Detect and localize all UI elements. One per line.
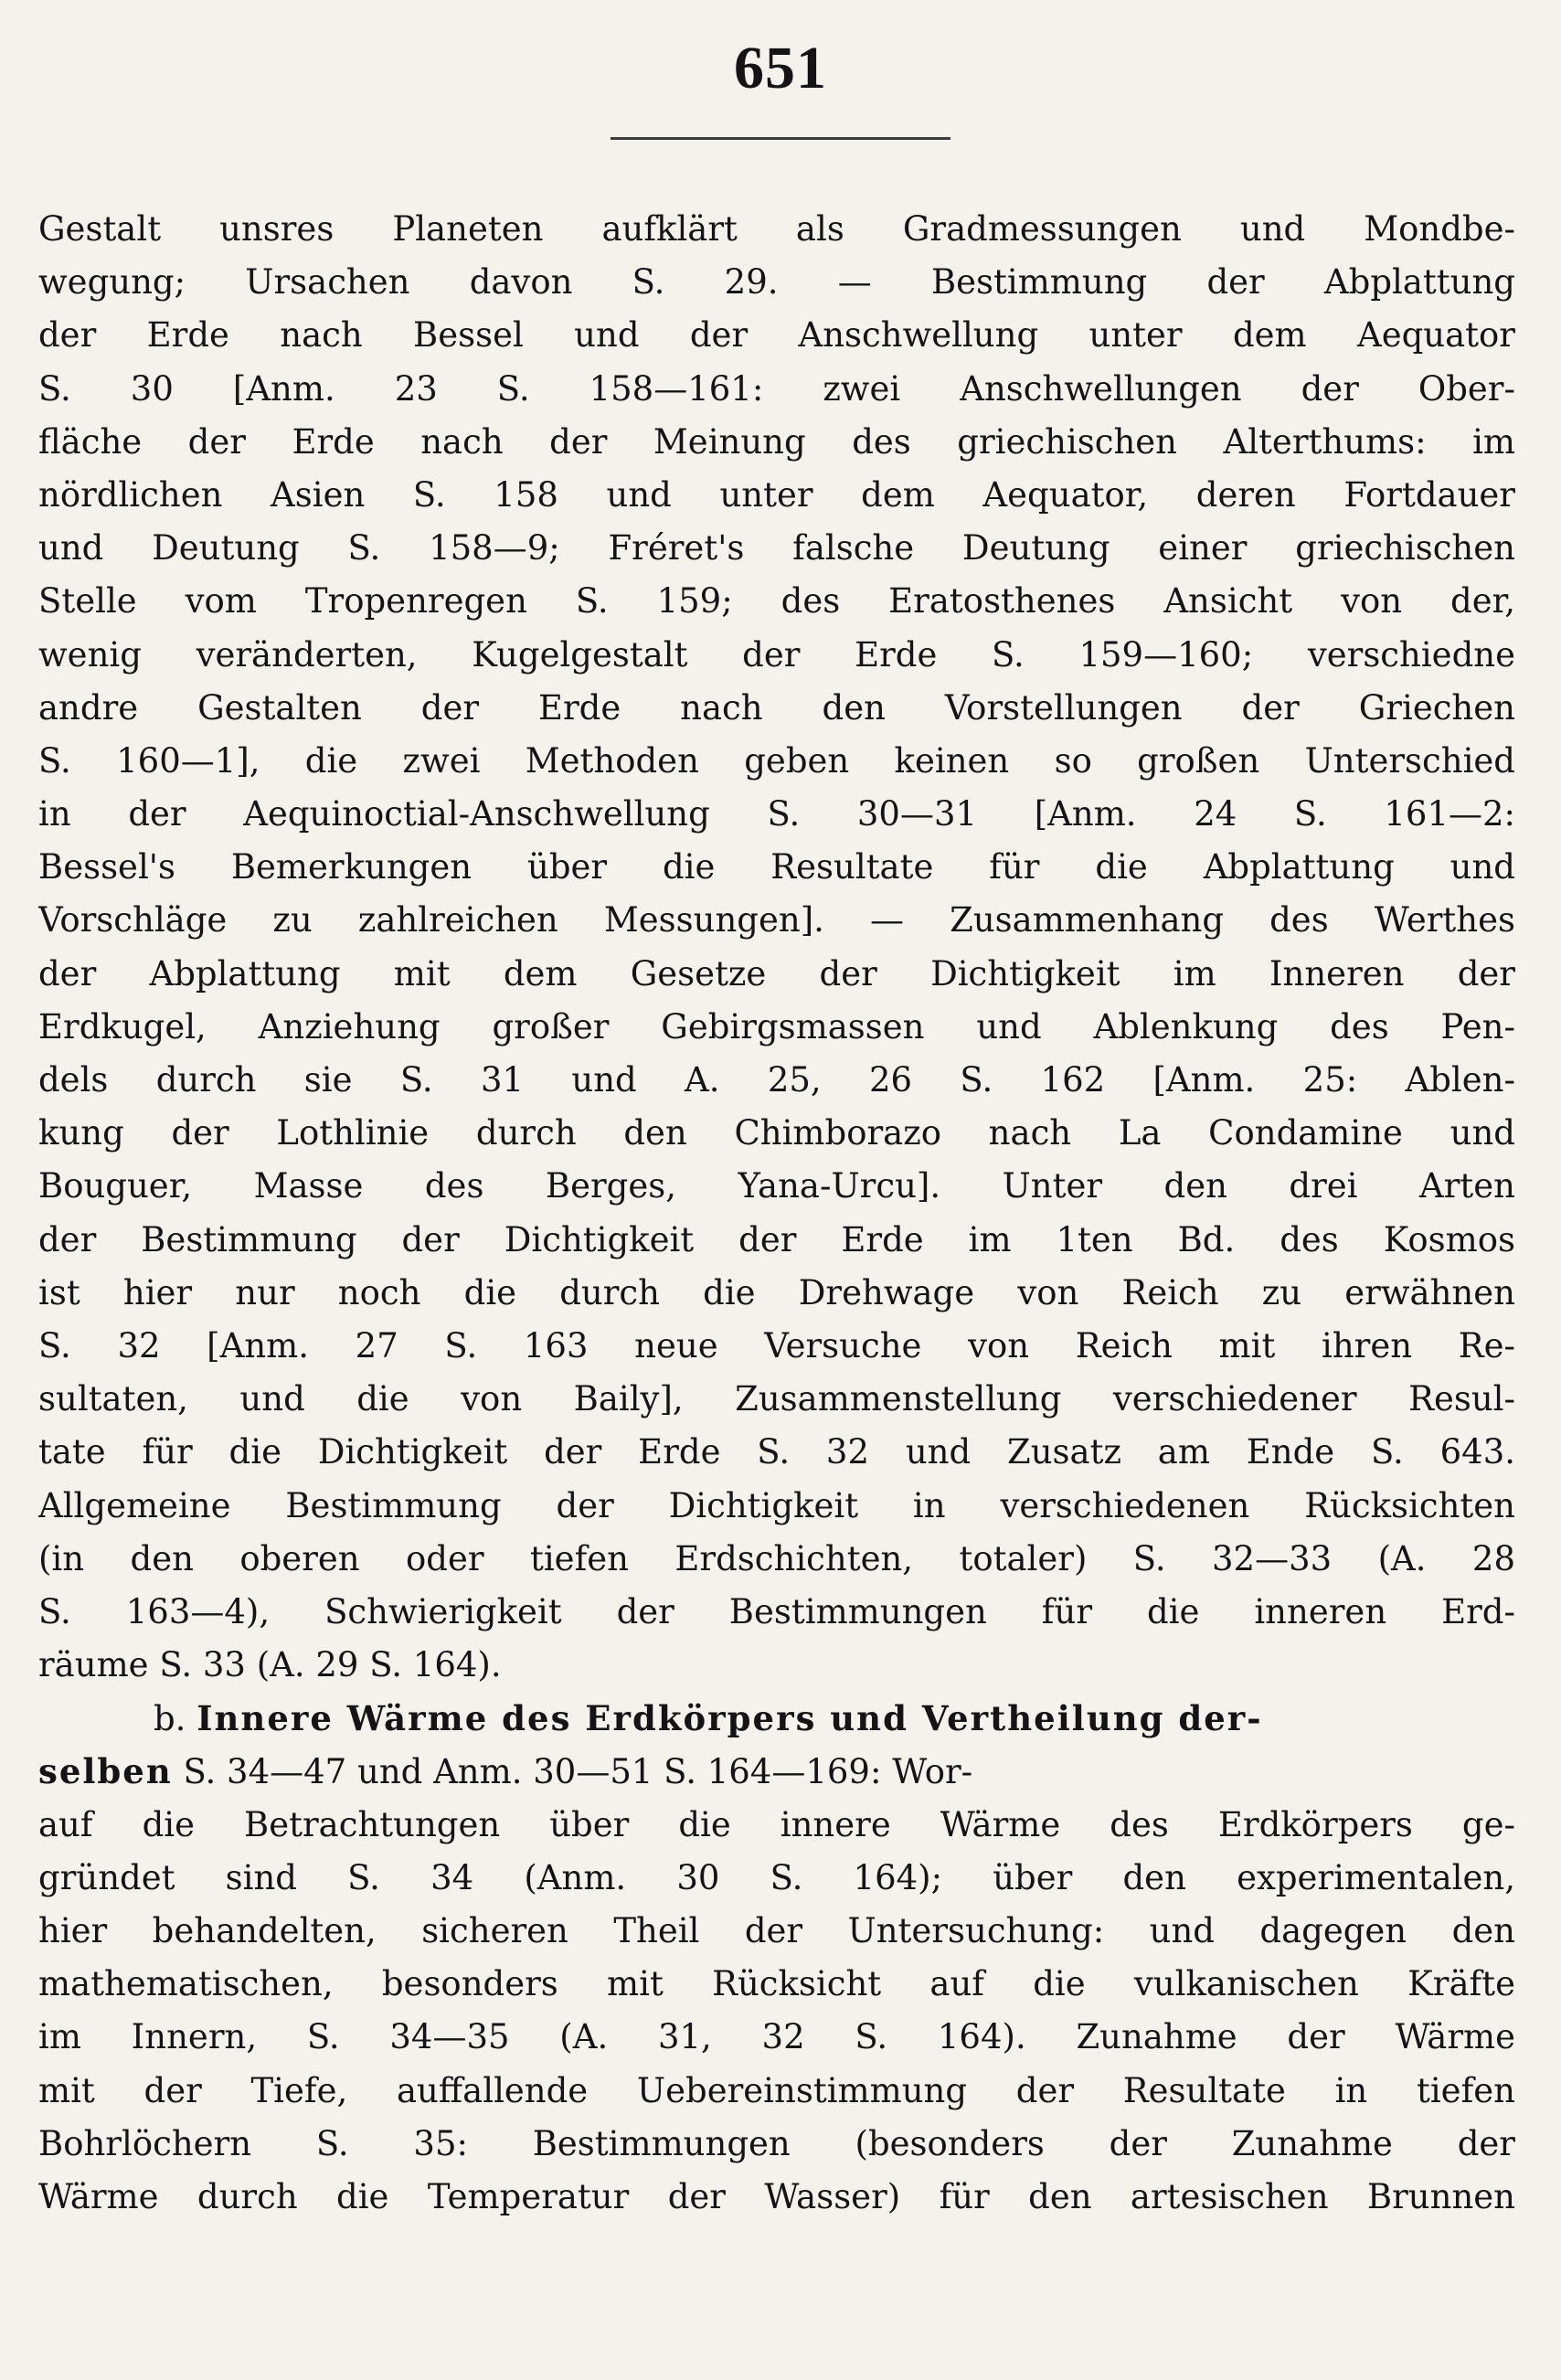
text-line: der Abplattung mit dem Gesetze der Dichtigkeit im Inneren der xyxy=(38,953,1515,993)
text-line: wegung; Ursachen davon S. 29. — Bestimmung der Abplattung xyxy=(38,262,1515,303)
text-line: kung der Lothlinie durch den Chimborazo nach La Condamine und xyxy=(38,1113,1515,1153)
text-line: ist hier nur noch die durch die Drehwage von Reich zu erwähnen xyxy=(38,1272,1515,1312)
section-prefix: b. xyxy=(154,1699,197,1739)
body-text xyxy=(38,203,1515,2224)
section-heading-continued: selben xyxy=(38,1751,173,1792)
text-line: der Bestimmung der Dichtigkeit der Erde im 1ten Bd. des Kosmos xyxy=(38,1219,1515,1259)
text-line: sultaten, und die von Baily], Zusammenstellung verschiedener Resul- xyxy=(38,1379,1515,1419)
header-rule xyxy=(611,137,950,140)
paragraph xyxy=(38,203,1515,1692)
text-line xyxy=(38,1745,1515,1798)
text-line: (in den oberen oder tiefen Erdschichten, totaler) S. 32—33 (A. 28 xyxy=(38,1538,1515,1578)
text-line: in der Aequinoctial-Anschwellung S. 30—31 [Anm. 24 S. 161—2: xyxy=(38,794,1515,834)
text-line: wenig veränderten, Kugelgestalt der Erde S. 159—160; verschiedne xyxy=(38,634,1515,675)
text-line: Gestalt unsres Planeten aufklärt als Gradmessungen und Mondbe- xyxy=(38,209,1515,249)
text-line: räume S. 33 (A. 29 S. 164). xyxy=(38,1645,502,1685)
text-line: Bessel's Bemerkungen über die Resultate für die Abplattung und xyxy=(38,847,1515,887)
text-line: im Innern, S. 34—35 (A. 31, 32 S. 164). Zunahme der Wärme xyxy=(38,2017,1515,2057)
text-line: und Deutung S. 158—9; Fréret's falsche Deutung einer griechischen xyxy=(38,528,1515,568)
text-line: fläche der Erde nach der Meinung des griechischen Alterthums: im xyxy=(38,421,1515,462)
text-line: der Erde nach Bessel und der Anschwellung unter dem Aequator xyxy=(38,315,1515,356)
text-line: S. 163—4), Schwierigkeit der Bestimmungen für die inneren Erd- xyxy=(38,1591,1515,1631)
section-heading-line xyxy=(38,1692,1515,1745)
text-line: Erdkugel, Anziehung großer Gebirgsmassen und Ablenkung des Pen- xyxy=(38,1006,1515,1047)
text-line: mathematischen, besonders mit Rücksicht auf die vulkanischen Kräfte xyxy=(38,1964,1515,2004)
text-line: Allgemeine Bestimmung der Dichtigkeit in verschiedenen Rücksichten xyxy=(38,1485,1515,1525)
text-line: Vorschläge zu zahlreichen Messungen]. — Zusammenhang des Werthes xyxy=(38,900,1515,940)
text-line: tate für die Dichtigkeit der Erde S. 32 und Zusatz am Ende S. 643. xyxy=(38,1432,1515,1472)
text-line: S. 32 [Anm. 27 S. 163 neue Versuche von Reich mit ihren Re- xyxy=(38,1325,1515,1365)
paragraph-section-b xyxy=(38,1692,1515,2224)
text-line: Stelle vom Tropenregen S. 159; des Eratosthenes Ansicht von der, xyxy=(38,581,1515,622)
text-line: auf die Betrachtungen über die innere Wärme des Erdkörpers ge- xyxy=(38,1804,1515,1844)
text-line: mit der Tiefe, auffallende Uebereinstimmung der Resultate in tiefen xyxy=(38,2070,1515,2110)
text-line: Bohrlöchern S. 35: Bestimmungen (besonders der Zunahme der xyxy=(38,2123,1515,2163)
text-line: S. 30 [Anm. 23 S. 158—161: zwei Anschwellungen der Ober- xyxy=(38,368,1515,409)
text-line: S. 160—1], die zwei Methoden geben keinen so großen Unterschied xyxy=(38,740,1515,781)
text-line: gründet sind S. 34 (Anm. 30 S. 164); über den experimentalen, xyxy=(38,1857,1515,1897)
section-heading: Innere Wärme des Erdkörpers und Vertheilung der- xyxy=(196,1698,1263,1739)
text-line: Wärme durch die Temperatur der Wasser) für den artesischen Brunnen xyxy=(38,2176,1515,2216)
text-line: Bouguer, Masse des Berges, Yana-Urcu]. Unter den drei Arten xyxy=(38,1166,1515,1206)
text-line: hier behandelten, sicheren Theil der Untersuchung: und dagegen den xyxy=(38,1911,1515,1950)
text-line: dels durch sie S. 31 und A. 25, 26 S. 162 [Anm. 25: Ablen- xyxy=(38,1060,1515,1100)
text-run: S. 34—47 und Anm. 30—51 S. 164—169: Wor- xyxy=(172,1752,973,1792)
text-line: nördlichen Asien S. 158 und unter dem Aequator, deren Fortdauer xyxy=(38,474,1515,515)
page-number: 651 xyxy=(734,35,827,101)
text-line: andre Gestalten der Erde nach den Vorstellungen der Griechen xyxy=(38,687,1515,728)
